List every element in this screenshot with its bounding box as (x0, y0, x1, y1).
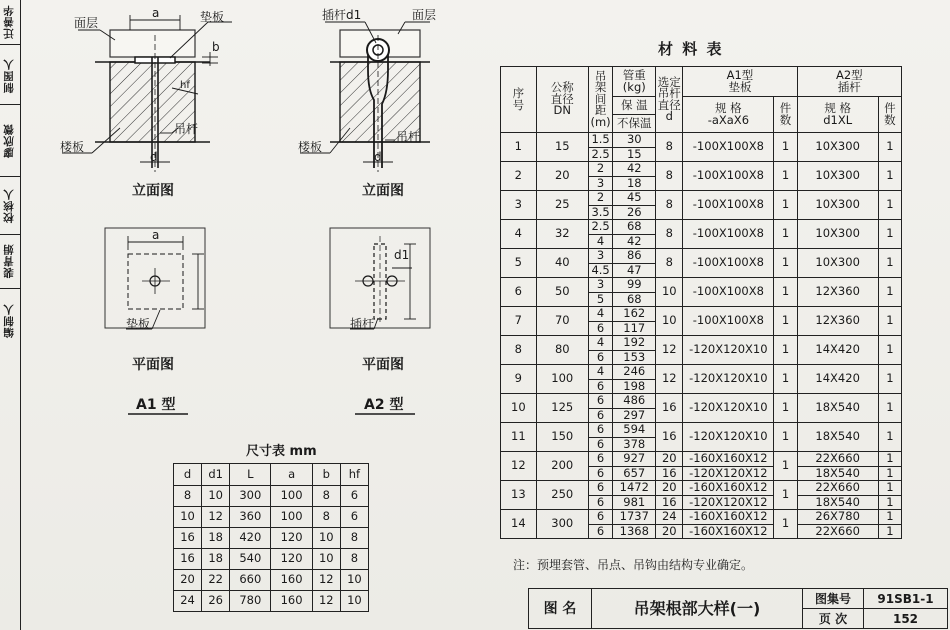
row-weight-noinsul: 68 (613, 292, 656, 307)
header-span: 吊 架 间 距 (m) (588, 67, 612, 133)
dim-cell: 8 (340, 528, 368, 549)
row-a2-spec: 14X420 (797, 365, 878, 394)
row-span-noinsul: 5 (588, 292, 612, 307)
label-a: a (152, 6, 160, 20)
table-row (501, 336, 902, 351)
dim-cell: 100 (271, 486, 312, 507)
label-diaogan-2: 吊杆 (396, 130, 421, 144)
label-b: b (212, 40, 220, 54)
dim-cell: 420 (230, 528, 271, 549)
row-seq: 4 (501, 220, 537, 249)
row-weight-insul: 1737 (613, 510, 656, 525)
row-a1-qty: 1 (774, 452, 797, 481)
label-d-2: d (374, 150, 382, 164)
header-qty-a2: 件 数 (878, 97, 901, 133)
strip-label: 编制人 (3, 303, 15, 339)
header-qty-a1: 件 数 (774, 97, 797, 133)
table-row (501, 452, 902, 467)
row-weight-insul: 246 (613, 365, 656, 380)
page-label: 页 次 (803, 609, 864, 629)
row-span-noinsul: 6 (588, 321, 612, 336)
a2-plan (330, 228, 430, 329)
header-a1: A1型 垫板 (683, 67, 797, 97)
dim-cell: 20 (174, 570, 202, 591)
material-table (500, 66, 902, 539)
strip-label: 校核人 (3, 188, 15, 224)
row-span-noinsul: 4 (588, 234, 612, 249)
row-seq: 6 (501, 278, 537, 307)
table-row (174, 507, 369, 528)
row-seq: 3 (501, 191, 537, 220)
table-row (501, 365, 902, 380)
dim-header-cell: d (174, 464, 202, 486)
dim-cell: 360 (230, 507, 271, 528)
dim-cell: 8 (312, 486, 340, 507)
row-a2-spec: 10X300 (797, 133, 878, 162)
dim-cell: 120 (271, 549, 312, 570)
row-span-insul: 2 (588, 162, 612, 177)
row-dn: 32 (536, 220, 588, 249)
row-a2-qty: 1 (878, 220, 901, 249)
row-weight-insul: 162 (613, 307, 656, 322)
dim-cell: 8 (312, 507, 340, 528)
atlas-number: 91SB1-1 (864, 589, 948, 609)
row-a2-qty: 1 (878, 394, 901, 423)
row-a2-qty: 1 (878, 365, 901, 394)
row-weight-noinsul: 297 (613, 408, 656, 423)
table-row (501, 249, 902, 264)
row-rod-d2: 16 (656, 495, 683, 510)
a1-plan (105, 228, 205, 329)
strip-label: 制图人 (3, 58, 15, 94)
row-a2-spec: 14X420 (797, 336, 878, 365)
row-seq: 13 (501, 481, 537, 510)
dim-cell: 8 (174, 486, 202, 507)
label-hf: hf (180, 80, 190, 91)
row-a2-qty: 1 (878, 336, 901, 365)
row-span-insul: 1.5 (588, 133, 612, 148)
header-dn: 公称 直径 DN (536, 67, 588, 133)
dim-cell: 10 (340, 591, 368, 612)
row-a1-spec: -100X100X8 (683, 162, 774, 191)
dim-cell: 6 (340, 486, 368, 507)
a2-plan-title: 平面图 (362, 357, 404, 373)
row-a2-spec: 18X540 (797, 394, 878, 423)
row-weight-noinsul: 18 (613, 176, 656, 191)
row-a1-spec: -100X100X8 (683, 191, 774, 220)
row-dn: 70 (536, 307, 588, 336)
label-dianban-plan: 垫板 (126, 317, 151, 331)
row-span-noinsul: 6 (588, 379, 612, 394)
table-row (501, 162, 902, 177)
mat-table-title: 材 料 表 (658, 40, 724, 58)
title-name-label: 图 名 (529, 589, 592, 629)
row-rod-d: 8 (656, 191, 683, 220)
label-d: d (150, 150, 158, 164)
table-row (174, 570, 369, 591)
row-rod-d: 20 (656, 481, 683, 496)
row-dn: 300 (536, 510, 588, 539)
row-a2-qty-2: 1 (878, 466, 901, 481)
header-spec-a2: 规 格 d1XL (797, 97, 878, 133)
row-a2-qty: 1 (878, 452, 901, 467)
row-dn: 25 (536, 191, 588, 220)
table-row (501, 278, 902, 293)
row-span-insul: 4 (588, 365, 612, 380)
row-span-noinsul: 2.5 (588, 147, 612, 162)
row-weight-insul: 42 (613, 162, 656, 177)
row-a1-spec: -100X100X8 (683, 278, 774, 307)
note-text: 注：预埋套管、吊点、吊钩由结构专业确定。 (513, 558, 754, 572)
row-span-insul: 6 (588, 481, 612, 496)
strip-label: 廖欣微 (3, 123, 15, 159)
row-rod-d: 8 (656, 249, 683, 278)
row-a1-spec-2: -160X160X12 (683, 524, 774, 539)
row-span-insul: 6 (588, 510, 612, 525)
row-rod-d: 8 (656, 133, 683, 162)
row-a2-spec-2: 22X660 (797, 524, 878, 539)
dim-header-cell: a (271, 464, 312, 486)
row-rod-d: 8 (656, 162, 683, 191)
row-weight-noinsul: 981 (613, 495, 656, 510)
row-weight-noinsul: 153 (613, 350, 656, 365)
header-spec-a1: 规 格 -aXaX6 (683, 97, 774, 133)
dim-table (173, 463, 369, 612)
label-chagan-plan: 插杆 (350, 317, 375, 331)
atlas-label: 图集号 (803, 589, 864, 609)
row-span-insul: 3 (588, 249, 612, 264)
row-a2-spec: 12X360 (797, 307, 878, 336)
dim-cell: 10 (312, 528, 340, 549)
dim-cell: 12 (202, 507, 230, 528)
label-diaogan: 吊杆 (174, 122, 199, 136)
row-a2-spec: 10X300 (797, 249, 878, 278)
row-dn: 125 (536, 394, 588, 423)
row-weight-insul: 192 (613, 336, 656, 351)
row-span-insul: 2.5 (588, 220, 612, 235)
row-a2-spec-2: 18X540 (797, 495, 878, 510)
label-d1: d1 (394, 248, 410, 262)
row-a1-qty: 1 (774, 249, 797, 278)
row-a1-spec: -160X160X12 (683, 510, 774, 525)
row-a2-qty: 1 (878, 133, 901, 162)
row-weight-insul: 68 (613, 220, 656, 235)
row-a1-spec-2: -120X120X12 (683, 495, 774, 510)
dim-cell: 24 (174, 591, 202, 612)
row-a1-spec: -120X120X10 (683, 365, 774, 394)
row-a1-qty: 1 (774, 307, 797, 336)
header-rod: 选定 吊杆 直径 d (656, 67, 683, 133)
table-row (174, 591, 369, 612)
row-seq: 9 (501, 365, 537, 394)
row-a1-qty: 1 (774, 394, 797, 423)
row-rod-d: 24 (656, 510, 683, 525)
row-span-noinsul: 6 (588, 466, 612, 481)
row-weight-noinsul: 47 (613, 263, 656, 278)
label-louban: 楼板 (60, 140, 85, 154)
dim-cell: 12 (312, 570, 340, 591)
row-rod-d: 20 (656, 452, 683, 467)
row-weight-insul: 486 (613, 394, 656, 409)
dim-cell: 18 (202, 528, 230, 549)
table-row (174, 528, 369, 549)
row-span-insul: 4 (588, 336, 612, 351)
label-mianceng: 面层 (74, 16, 99, 30)
row-a2-qty-2: 1 (878, 524, 901, 539)
row-seq: 8 (501, 336, 537, 365)
table-header-row (501, 67, 902, 97)
row-weight-insul: 99 (613, 278, 656, 293)
row-weight-insul: 594 (613, 423, 656, 438)
row-a2-qty: 1 (878, 481, 901, 496)
header-noinsul-label: 不保温 (617, 116, 652, 130)
row-a2-spec: 10X300 (797, 162, 878, 191)
row-weight-noinsul: 657 (613, 466, 656, 481)
dim-cell: 16 (174, 549, 202, 570)
row-a1-spec-2: -120X120X12 (683, 466, 774, 481)
header-weight: 管重 (kg) (613, 67, 656, 97)
dim-header-cell: hf (340, 464, 368, 486)
row-rod-d2: 20 (656, 524, 683, 539)
row-a1-spec: -100X100X8 (683, 249, 774, 278)
row-span-noinsul: 6 (588, 495, 612, 510)
table-row (501, 510, 902, 525)
row-span-insul: 4 (588, 307, 612, 322)
row-a2-qty-2: 1 (878, 495, 901, 510)
row-dn: 100 (536, 365, 588, 394)
row-a2-spec: 22X660 (797, 481, 878, 496)
row-a1-spec: -100X100X8 (683, 133, 774, 162)
row-span-insul: 6 (588, 423, 612, 438)
table-row (501, 423, 902, 438)
row-weight-noinsul: 117 (613, 321, 656, 336)
dim-cell: 160 (271, 591, 312, 612)
row-a1-qty: 1 (774, 481, 797, 510)
row-weight-noinsul: 42 (613, 234, 656, 249)
row-weight-insul: 30 (613, 133, 656, 148)
row-weight-insul: 927 (613, 452, 656, 467)
row-a2-spec: 22X660 (797, 452, 878, 467)
row-dn: 150 (536, 423, 588, 452)
row-a1-spec: -160X160X12 (683, 481, 774, 496)
dim-cell: 160 (271, 570, 312, 591)
table-row (501, 394, 902, 409)
drawing-name: 吊架根部大样(一) (592, 589, 803, 629)
dim-cell: 10 (202, 486, 230, 507)
strip-label: 迁善华 (3, 4, 15, 40)
row-span-noinsul: 3.5 (588, 205, 612, 220)
header-a2: A2型 插杆 (797, 67, 901, 97)
row-a1-qty: 1 (774, 278, 797, 307)
row-seq: 7 (501, 307, 537, 336)
dim-cell: 300 (230, 486, 271, 507)
row-a1-spec: -120X120X10 (683, 423, 774, 452)
title-block (528, 588, 948, 629)
row-weight-noinsul: 26 (613, 205, 656, 220)
row-dn: 250 (536, 481, 588, 510)
row-rod-d: 10 (656, 278, 683, 307)
a2-elevation-title: 立面图 (362, 183, 404, 199)
table-row (501, 191, 902, 206)
row-a2-qty: 1 (878, 423, 901, 452)
row-a2-qty: 1 (878, 162, 901, 191)
dim-cell: 660 (230, 570, 271, 591)
table-row (501, 307, 902, 322)
row-dn: 200 (536, 452, 588, 481)
row-a2-qty: 1 (878, 307, 901, 336)
page-number: 152 (864, 609, 948, 629)
row-a1-qty: 1 (774, 510, 797, 539)
row-dn: 80 (536, 336, 588, 365)
label-louban-2: 楼板 (298, 140, 323, 154)
a1-elevation-title: 立面图 (132, 183, 174, 199)
row-a1-spec: -100X100X8 (683, 307, 774, 336)
row-a2-spec: 10X300 (797, 220, 878, 249)
header-seq: 序 号 (501, 67, 537, 133)
row-a1-qty: 1 (774, 220, 797, 249)
row-rod-d: 12 (656, 365, 683, 394)
row-a1-qty: 1 (774, 191, 797, 220)
row-a2-qty: 1 (878, 278, 901, 307)
label-dianban: 垫板 (200, 10, 225, 24)
label-a-plan: a (152, 228, 160, 242)
strip-label: 裴青娟 (3, 243, 15, 279)
dim-cell: 16 (174, 528, 202, 549)
dim-cell: 10 (174, 507, 202, 528)
row-a1-qty: 1 (774, 423, 797, 452)
row-rod-d: 10 (656, 307, 683, 336)
row-a1-qty: 1 (774, 162, 797, 191)
row-weight-noinsul: 378 (613, 437, 656, 452)
row-a1-qty: 1 (774, 133, 797, 162)
dim-header-cell: L (230, 464, 271, 486)
table-row (501, 481, 902, 496)
dim-cell: 6 (340, 507, 368, 528)
row-span-noinsul: 3 (588, 176, 612, 191)
row-a2-spec: 18X540 (797, 423, 878, 452)
row-a2-spec: 10X300 (797, 191, 878, 220)
dim-cell: 780 (230, 591, 271, 612)
dim-cell: 100 (271, 507, 312, 528)
dim-cell: 22 (202, 570, 230, 591)
row-rod-d: 8 (656, 220, 683, 249)
table-row (501, 220, 902, 235)
dim-cell: 26 (202, 591, 230, 612)
row-span-noinsul: 6 (588, 408, 612, 423)
row-seq: 10 (501, 394, 537, 423)
row-weight-noinsul: 15 (613, 147, 656, 162)
row-a2-spec: 26X780 (797, 510, 878, 525)
row-weight-noinsul: 1368 (613, 524, 656, 539)
row-rod-d: 12 (656, 336, 683, 365)
row-a1-qty: 1 (774, 336, 797, 365)
row-a2-qty: 1 (878, 249, 901, 278)
header-insul (613, 97, 656, 133)
row-seq: 14 (501, 510, 537, 539)
row-span-noinsul: 6 (588, 350, 612, 365)
row-dn: 15 (536, 133, 588, 162)
a1-type-label: A1 型 (136, 397, 176, 413)
row-dn: 50 (536, 278, 588, 307)
row-span-insul: 6 (588, 394, 612, 409)
dim-cell: 18 (202, 549, 230, 570)
row-a2-spec-2: 18X540 (797, 466, 878, 481)
row-span-insul: 6 (588, 452, 612, 467)
row-a1-spec: -100X100X8 (683, 220, 774, 249)
dim-header-cell: d1 (202, 464, 230, 486)
row-weight-noinsul: 198 (613, 379, 656, 394)
dim-cell: 12 (312, 591, 340, 612)
row-dn: 20 (536, 162, 588, 191)
row-rod-d: 16 (656, 394, 683, 423)
row-a2-qty: 1 (878, 191, 901, 220)
dim-cell: 10 (340, 570, 368, 591)
dim-cell: 8 (340, 549, 368, 570)
row-span-noinsul: 6 (588, 524, 612, 539)
dim-table-title: 尺寸表 mm (246, 444, 317, 459)
table-row (174, 486, 369, 507)
table-header-row (174, 464, 369, 486)
a1-elevation (62, 15, 232, 172)
table-row (174, 549, 369, 570)
row-a1-spec: -160X160X12 (683, 452, 774, 467)
header-insul-label: 保 温 (613, 97, 655, 115)
row-span-noinsul: 6 (588, 437, 612, 452)
dim-cell: 120 (271, 528, 312, 549)
row-span-insul: 3 (588, 278, 612, 293)
row-a1-spec: -120X120X10 (683, 336, 774, 365)
row-span-noinsul: 4.5 (588, 263, 612, 278)
dim-cell: 540 (230, 549, 271, 570)
row-seq: 1 (501, 133, 537, 162)
row-seq: 2 (501, 162, 537, 191)
row-span-insul: 2 (588, 191, 612, 206)
row-seq: 12 (501, 452, 537, 481)
row-weight-insul: 45 (613, 191, 656, 206)
row-rod-d: 16 (656, 423, 683, 452)
label-mianceng-2: 面层 (412, 8, 437, 22)
dim-cell: 10 (312, 549, 340, 570)
row-seq: 11 (501, 423, 537, 452)
row-a1-spec: -120X120X10 (683, 394, 774, 423)
row-weight-insul: 86 (613, 249, 656, 264)
row-rod-d2: 16 (656, 466, 683, 481)
label-chagan-d1: 插杆d1 (322, 8, 362, 22)
row-a2-qty: 1 (878, 510, 901, 525)
row-seq: 5 (501, 249, 537, 278)
row-dn: 40 (536, 249, 588, 278)
row-a1-qty: 1 (774, 365, 797, 394)
row-weight-insul: 1472 (613, 481, 656, 496)
a2-type-label: A2 型 (364, 397, 404, 413)
row-a2-spec: 12X360 (797, 278, 878, 307)
a1-plan-title: 平面图 (132, 357, 174, 373)
table-row (501, 133, 902, 148)
dim-header-cell: b (312, 464, 340, 486)
